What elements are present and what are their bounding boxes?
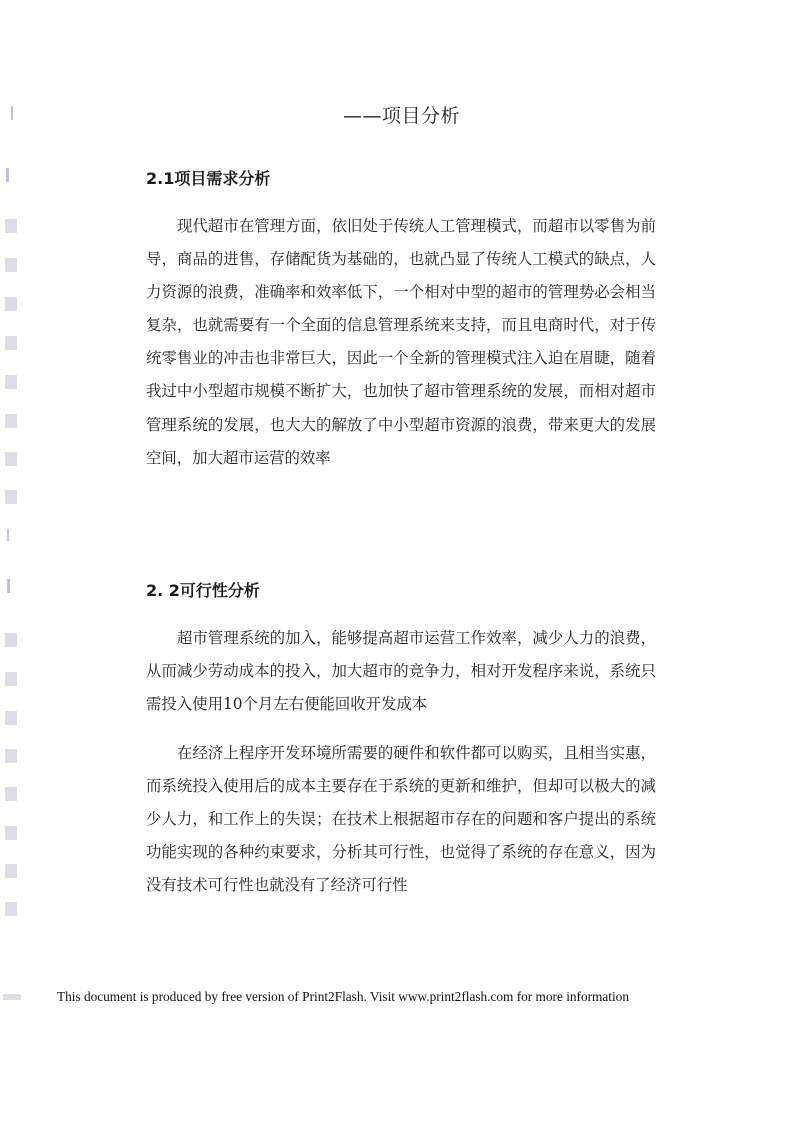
paragraph-feasibility-1: 超市管理系统的加入，能够提高超市运营工作效率，减少人力的浪费，从而减少劳动成本的投入，加大超市的竞争力，相对开发程序来说，系统只需投入使用10个月左右便能回收开发成本 xyxy=(146,629,656,714)
page-title: ——项目分析 xyxy=(343,105,461,127)
margin-artifacts xyxy=(0,0,24,1123)
section-heading-requirements: 2.1项目需求分析 xyxy=(146,169,271,188)
section-heading-feasibility: 2. 2可行性分析 xyxy=(146,581,260,600)
footer-watermark-note: This document is produced by free version of Print2Flash. Visit www.print2flash.com for more information xyxy=(57,989,629,1004)
paragraph-requirements: 现代超市在管理方面，依旧处于传统人工管理模式，而超市以零售为前导，商品的进售，存储配货为基础的，也就凸显了传统人工模式的缺点，人力资源的浪费，准确率和效率低下，一个相对中型的超市的管理势必会相当复杂，也就需要有一个全面的信息管理系统来支持，而且电商时代，对于传统零售业的冲击也非常巨大，因此一个全新的管理模式注入迫在眉睫，随着我过中小型超市规模不断扩大，也加快了超市管理系统的发展，而相对超市管理系统的发展，也大大的解放了中小型超市资源的浪费，带来更大的发展空间，加大超市运营的效率 xyxy=(146,217,656,467)
paragraph-feasibility-2: 在经济上程序开发环境所需要的硬件和软件都可以购买，且相当实惠，而系统投入使用后的成本主要存在于系统的更新和维护，但却可以极大的减少人力，和工作上的失误；在技术上根据超市存在的问题和客户提出的系统功能实现的各种约束要求，分析其可行性，也觉得了系统的存在意义，因为没有技术可行性也就没有了经济可行性 xyxy=(146,744,656,895)
